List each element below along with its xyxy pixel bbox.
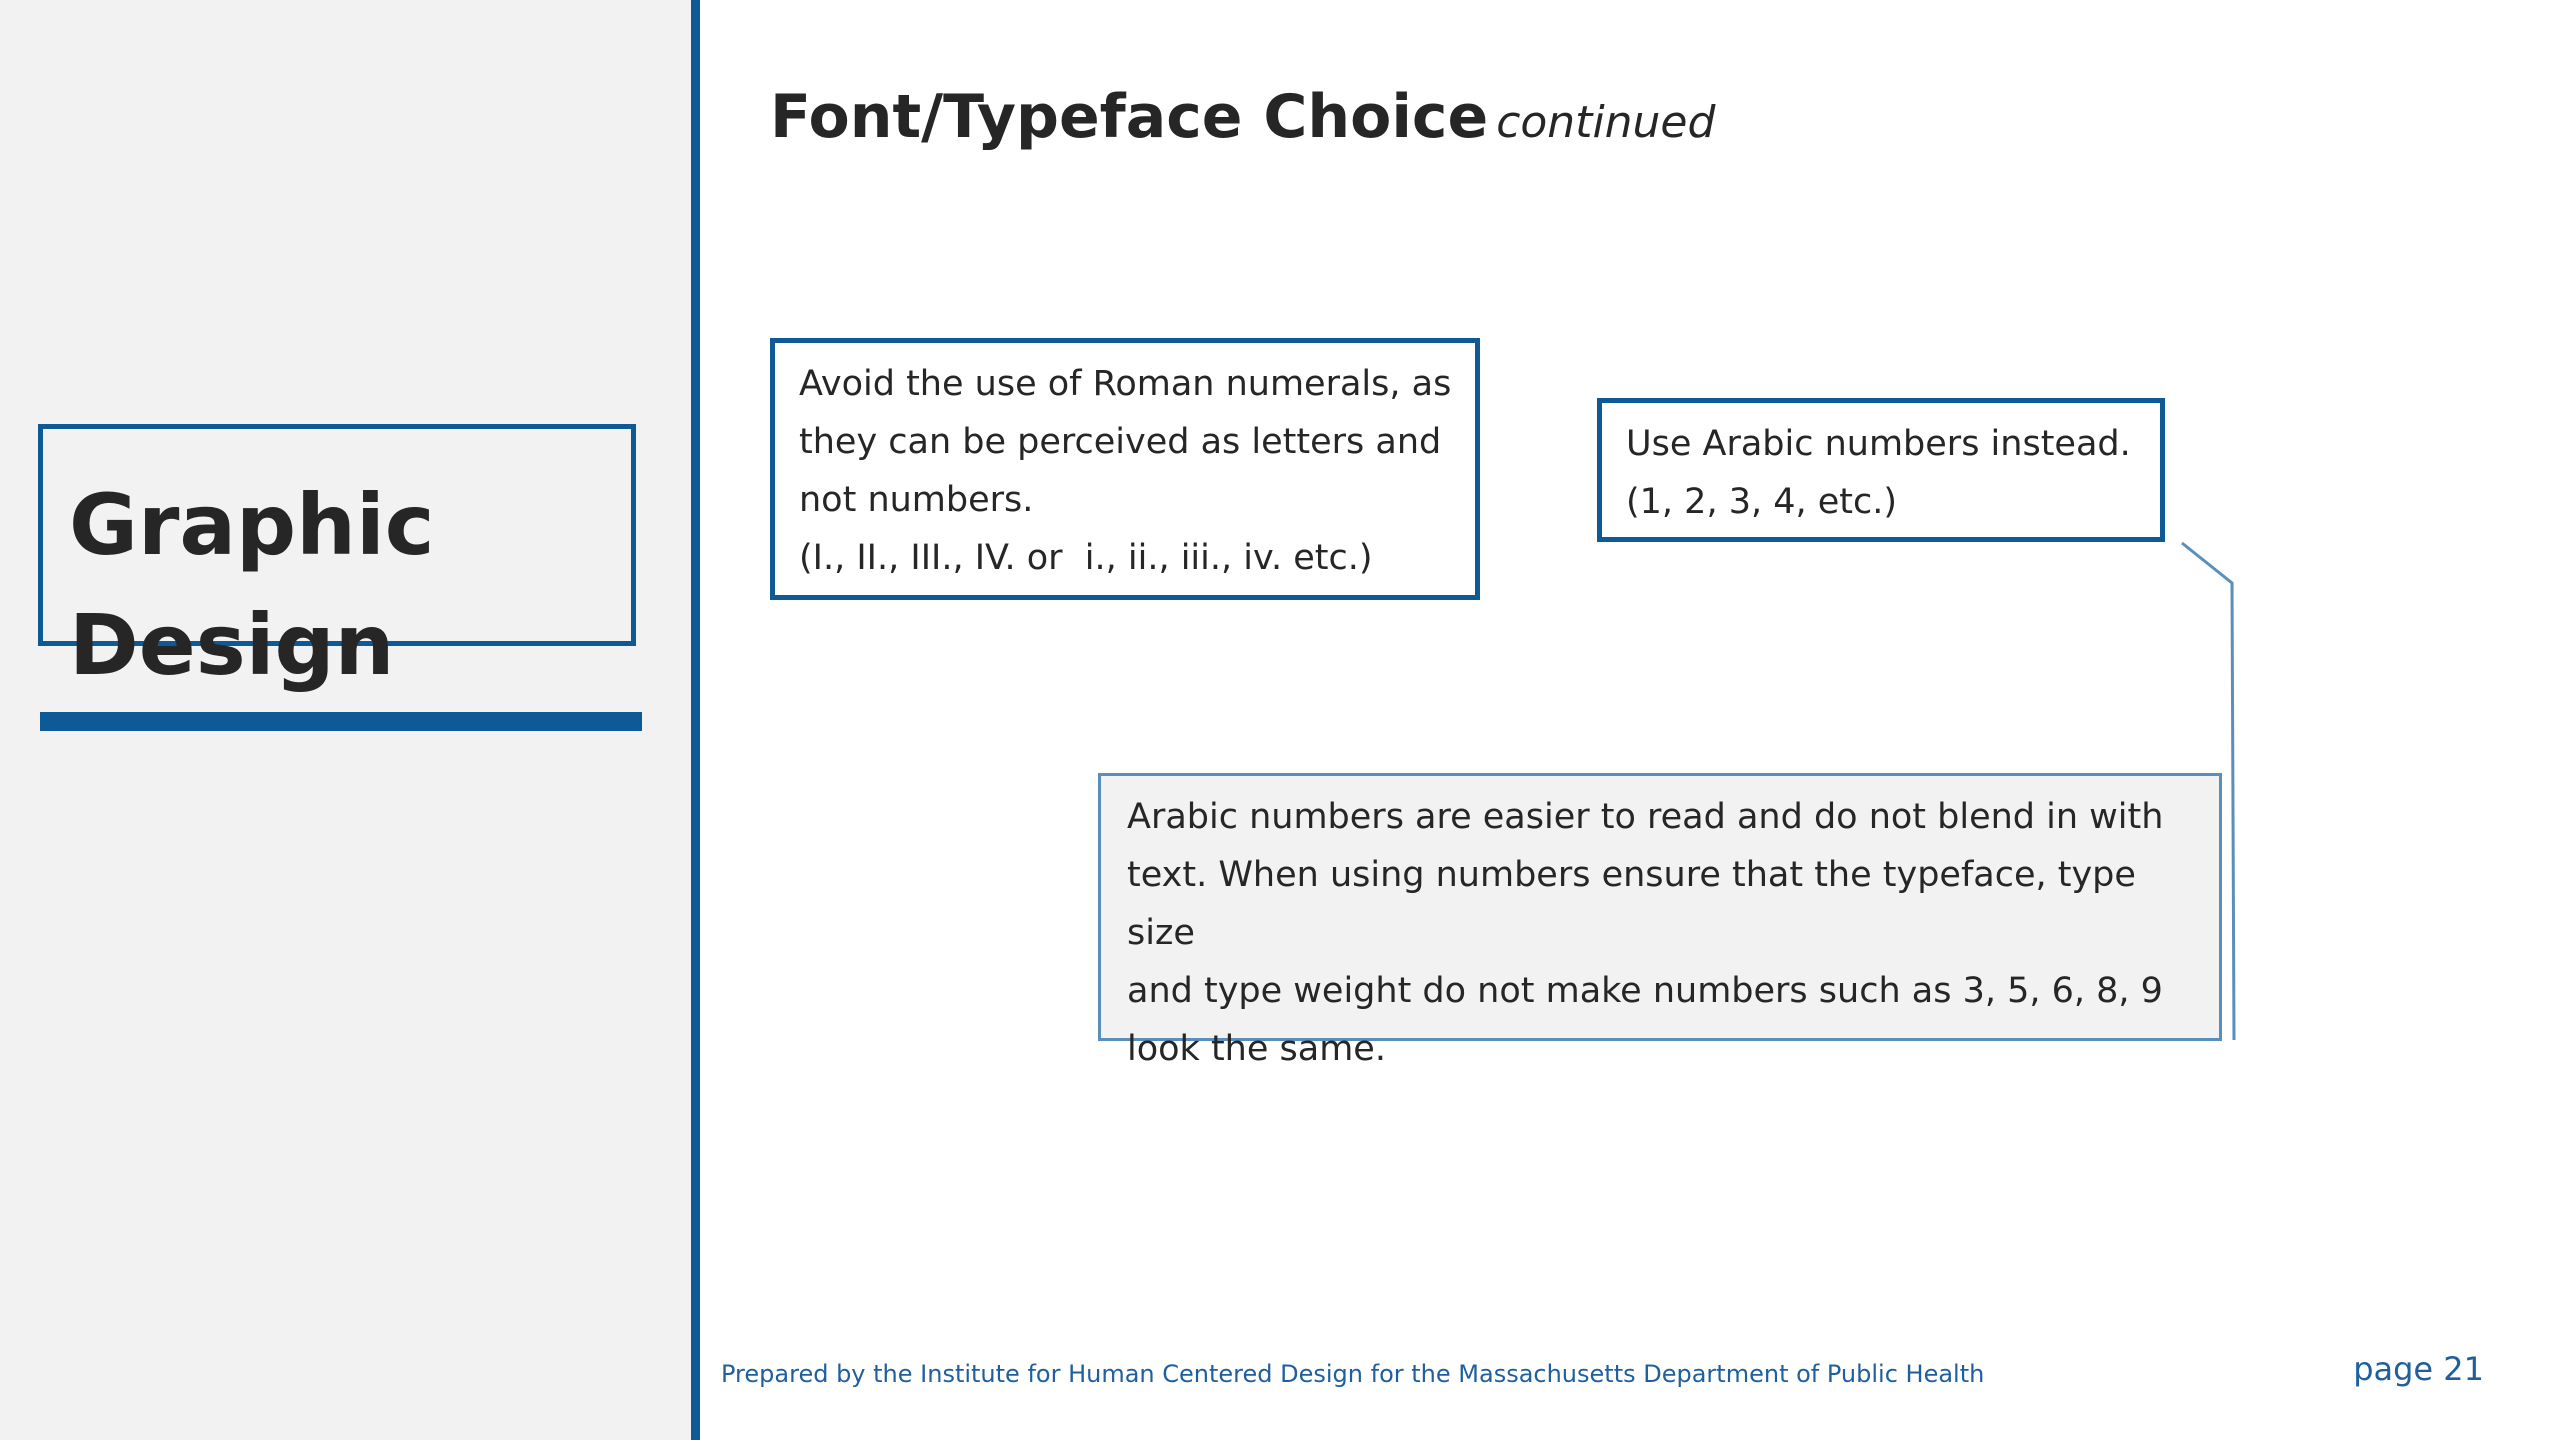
roman-numerals-callout bbox=[770, 338, 1480, 600]
callout-line: Avoid the use of Roman numerals, as bbox=[799, 364, 1452, 404]
arabic-readability-note bbox=[1098, 773, 2222, 1069]
section-title-line-2: Design bbox=[69, 596, 395, 694]
section-title-box bbox=[38, 424, 636, 694]
callout-line: Arabic numbers are easier to read and do not blend in with bbox=[1127, 797, 2164, 837]
sidebar-panel bbox=[0, 0, 700, 1440]
slide-title-suffix: continued bbox=[1496, 97, 1716, 148]
callout-line: (I., II., III., IV. or i., ii., iii., iv. etc.) bbox=[799, 538, 1373, 578]
callout-line: look the same. bbox=[1127, 1029, 1386, 1069]
callout-line: (1, 2, 3, 4, etc.) bbox=[1626, 482, 1898, 522]
footer-credit: Prepared by the Institute for Human Centered Design for the Massachusetts Department of Public Health bbox=[721, 1360, 1985, 1388]
callout-line: Use Arabic numbers instead. bbox=[1626, 424, 2131, 464]
arabic-numbers-callout bbox=[1597, 398, 2165, 542]
callout-line: and type weight do not make numbers such as 3, 5, 6, 8, 9 bbox=[1127, 971, 2163, 1011]
callout-line: not numbers. bbox=[799, 480, 1034, 520]
callout-line: they can be perceived as letters and bbox=[799, 422, 1442, 462]
page-number: page 21 bbox=[2353, 1350, 2484, 1388]
slide-title bbox=[770, 82, 1715, 152]
section-title-line-1: Graphic bbox=[69, 476, 435, 574]
callout-line: text. When using numbers ensure that the typeface, type size bbox=[1127, 855, 2136, 953]
section-underline-bar bbox=[40, 712, 642, 731]
slide-title-text: Font/Typeface Choice bbox=[770, 82, 1489, 152]
